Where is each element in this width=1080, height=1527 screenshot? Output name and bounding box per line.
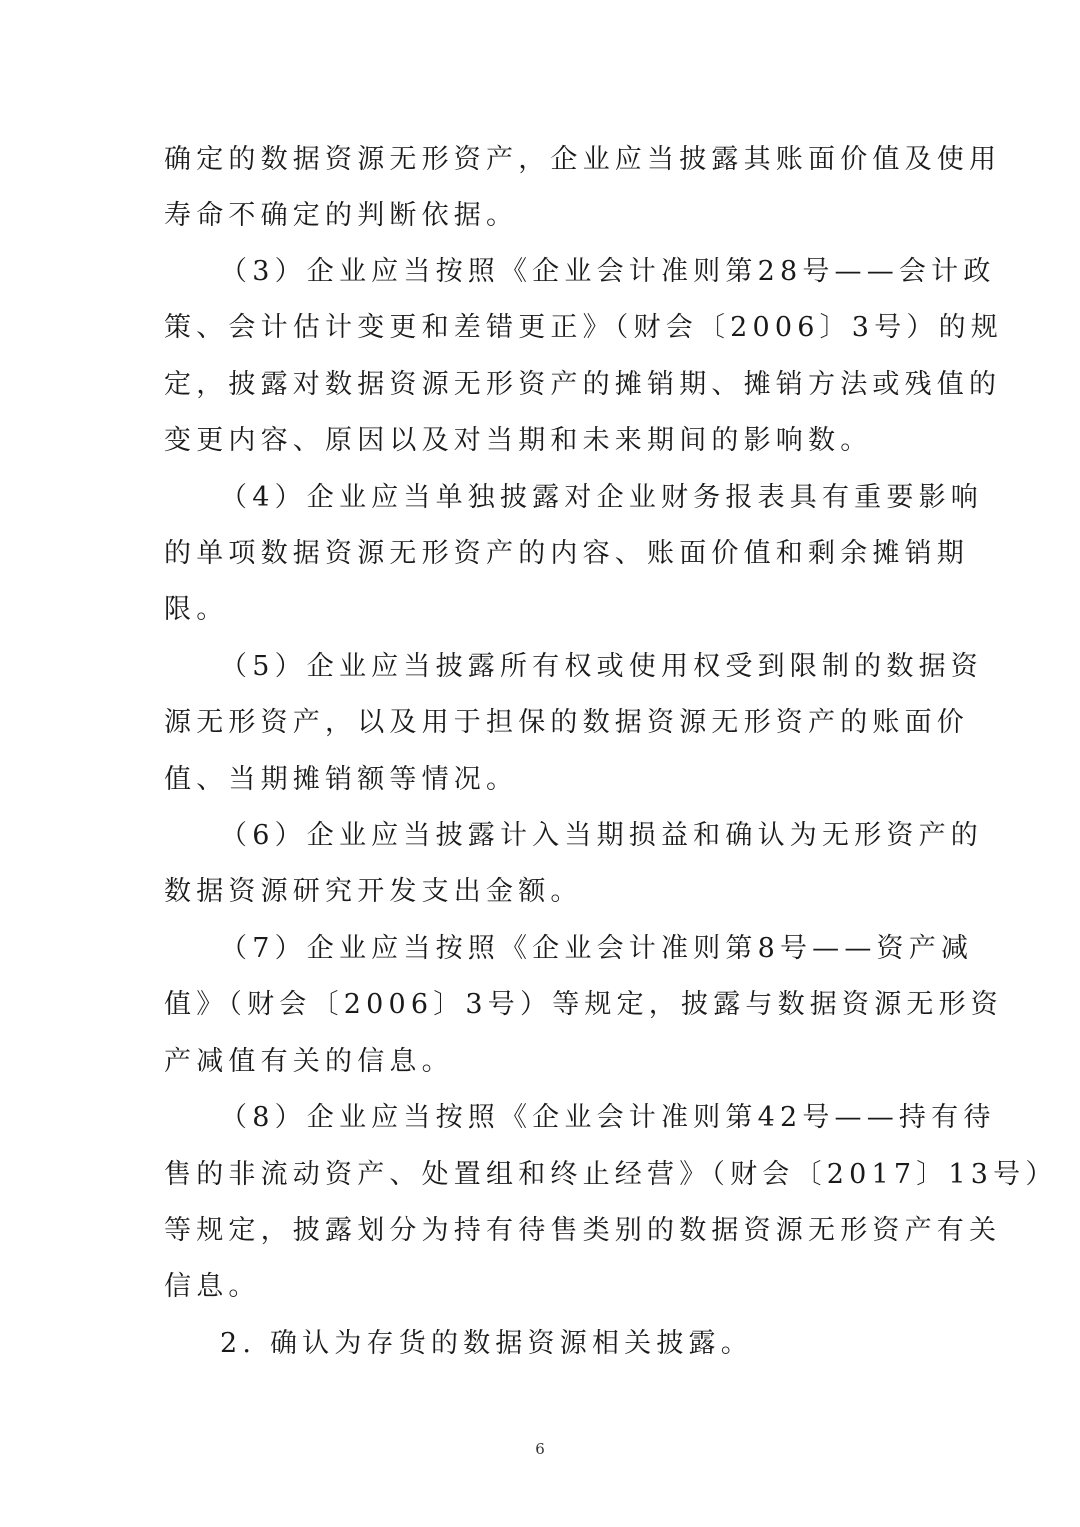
- paragraph-4-line-1: （4）企业应当单独披露对企业财务报表具有重要影响: [220, 482, 983, 513]
- paragraph-5-line-1: （5）企业应当披露所有权或使用权受到限制的数据资: [220, 651, 983, 682]
- paragraph-5-line-3: 值、当期摊销额等情况。: [164, 764, 519, 795]
- paragraph-3-line-2: 策、会计估计变更和差错更正》（财会〔2006〕3号）的规: [164, 312, 1003, 343]
- paragraph-7-line-1: （7）企业应当按照《企业会计准则第8号——资产减: [220, 933, 974, 964]
- paragraph-7-line-3: 产减值有关的信息。: [164, 1046, 454, 1077]
- paragraph-intro-line-2: 寿命不确定的判断依据。: [164, 200, 519, 231]
- paragraph-3-line-4: 变更内容、原因以及对当期和未来期间的影响数。: [164, 425, 873, 456]
- paragraph-4-line-2: 的单项数据资源无形资产的内容、账面价值和剩余摊销期: [164, 538, 969, 569]
- paragraph-3-line-1: （3）企业应当按照《企业会计准则第28号——会计政: [220, 256, 996, 287]
- paragraph-8-line-3: 等规定，披露划分为持有待售类别的数据资源无形资产有关: [164, 1215, 1002, 1246]
- page-number: 6: [535, 1440, 545, 1458]
- paragraph-5-line-2: 源无形资产，以及用于担保的数据资源无形资产的账面价: [164, 707, 969, 738]
- paragraph-8-line-1: （8）企业应当按照《企业会计准则第42号——持有待: [220, 1102, 996, 1133]
- paragraph-6-line-1: （6）企业应当披露计入当期损益和确认为无形资产的: [220, 820, 983, 851]
- paragraph-7-line-2: 值》（财会〔2006〕3号）等规定，披露与数据资源无形资: [164, 989, 1003, 1020]
- paragraph-6-line-2: 数据资源研究开发支出金额。: [164, 876, 583, 907]
- paragraph-8-line-2: 售的非流动资产、处置组和终止经营》（财会〔2017〕13号）: [164, 1159, 1058, 1190]
- paragraph-8-line-4: 信息。: [164, 1271, 261, 1302]
- paragraph-3-line-3: 定，披露对数据资源无形资产的摊销期、摊销方法或残值的: [164, 369, 1002, 400]
- section-2-heading: 2. 确认为存货的数据资源相关披露。: [220, 1328, 753, 1359]
- paragraph-4-line-3: 限。: [164, 594, 229, 625]
- paragraph-intro-line-1: 确定的数据资源无形资产，企业应当披露其账面价值及使用: [164, 144, 1002, 175]
